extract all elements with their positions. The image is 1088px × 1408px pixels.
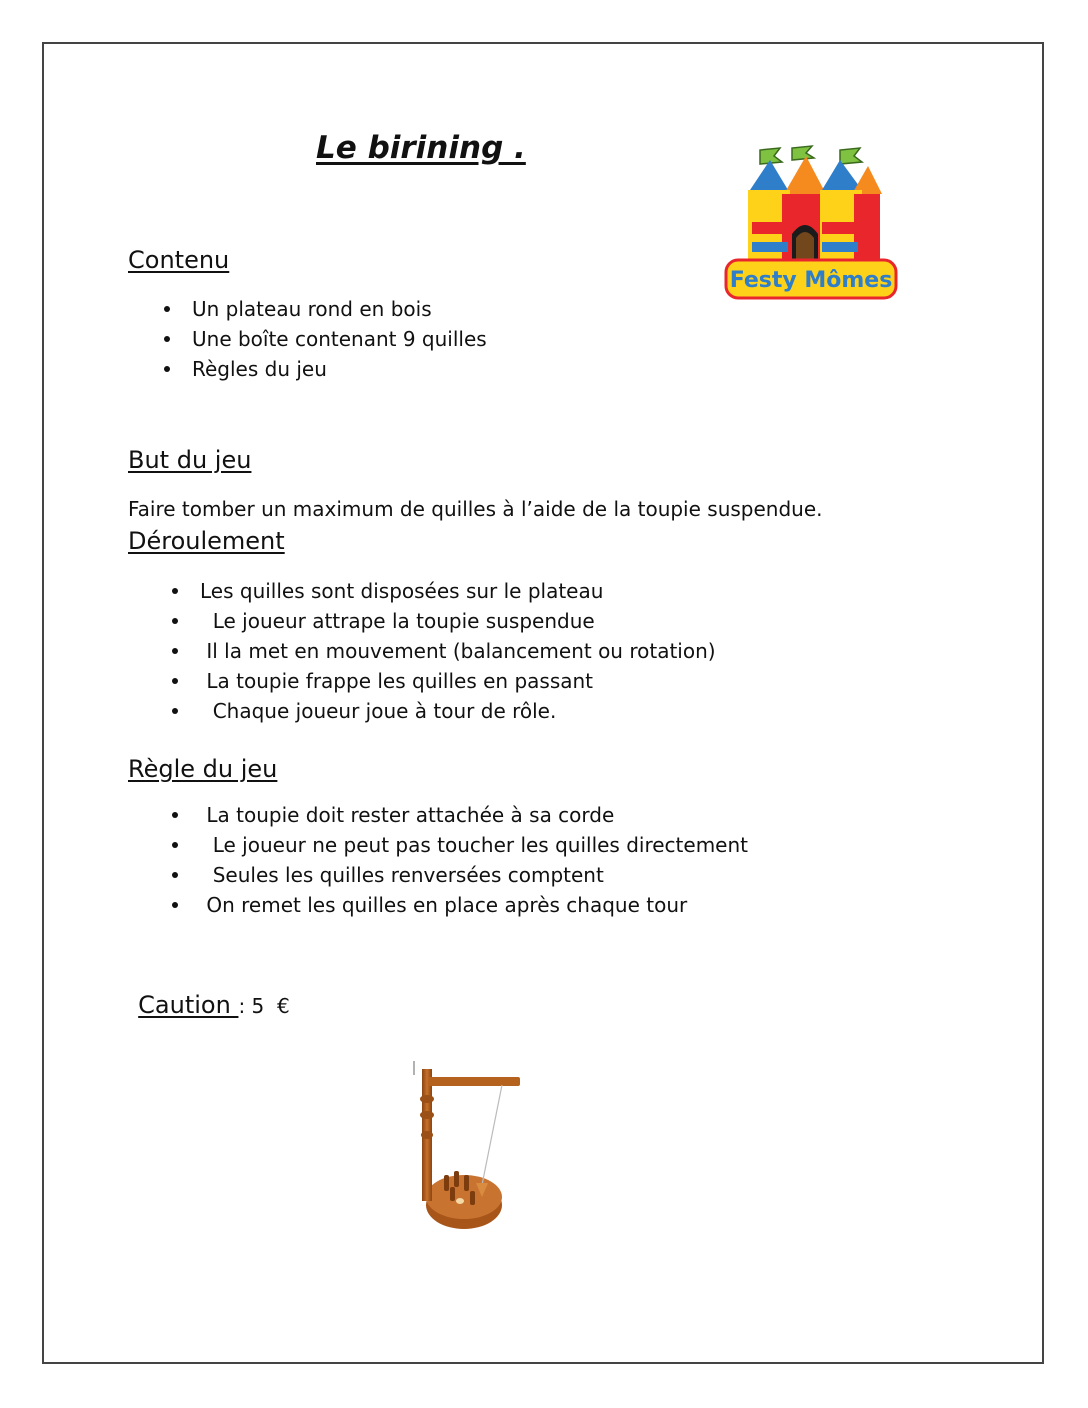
birining-game-image xyxy=(400,1055,530,1235)
logo-wordmark: Festy Mômes xyxy=(729,268,893,293)
caution-line xyxy=(128,972,290,1019)
list-item: Les quilles sont disposées sur le plateau xyxy=(172,576,716,606)
bullet-icon xyxy=(172,618,178,624)
list-contenu xyxy=(164,294,487,384)
caution-value: : 5 € xyxy=(238,994,290,1018)
list-item: Le joueur attrape la toupie suspendue xyxy=(172,606,716,636)
heading-deroulement: Déroulement xyxy=(128,527,285,555)
heading-caution: Caution xyxy=(138,991,239,1019)
heading-contenu: Contenu xyxy=(128,246,230,274)
bullet-icon xyxy=(172,708,178,714)
bullet-icon xyxy=(172,872,178,878)
list-item: La toupie frappe les quilles en passant xyxy=(172,666,716,696)
bullet-icon xyxy=(172,902,178,908)
bullet-icon xyxy=(164,366,170,372)
list-item: Il la met en mouvement (balancement ou rotation) xyxy=(172,636,716,666)
list-deroulement xyxy=(172,576,716,726)
bullet-icon xyxy=(172,842,178,848)
bullet-icon xyxy=(172,588,178,594)
list-item: Une boîte contenant 9 quilles xyxy=(164,324,487,354)
page-title: Le birining . xyxy=(316,130,526,166)
bullet-icon xyxy=(172,812,178,818)
bullet-icon xyxy=(164,306,170,312)
bullet-icon xyxy=(172,648,178,654)
list-item: Un plateau rond en bois xyxy=(164,294,487,324)
list-item: Le joueur ne peut pas toucher les quilles directement xyxy=(172,830,748,860)
list-item: Chaque joueur joue à tour de rôle. xyxy=(172,696,716,726)
list-regle-du-jeu xyxy=(172,800,748,920)
heading-regle-du-jeu: Règle du jeu xyxy=(128,755,278,783)
list-item: La toupie doit rester attachée à sa corde xyxy=(172,800,748,830)
bullet-icon xyxy=(172,678,178,684)
bullet-icon xyxy=(164,336,170,342)
festy-momes-logo xyxy=(722,142,900,304)
list-item: Règles du jeu xyxy=(164,354,487,384)
heading-but-du-jeu: But du jeu xyxy=(128,446,252,474)
list-item: Seules les quilles renversées comptent xyxy=(172,860,748,890)
list-item: On remet les quilles en place après chaque tour xyxy=(172,890,748,920)
but-du-jeu-text: Faire tomber un maximum de quilles à l’aide de la toupie suspendue. xyxy=(128,497,823,521)
